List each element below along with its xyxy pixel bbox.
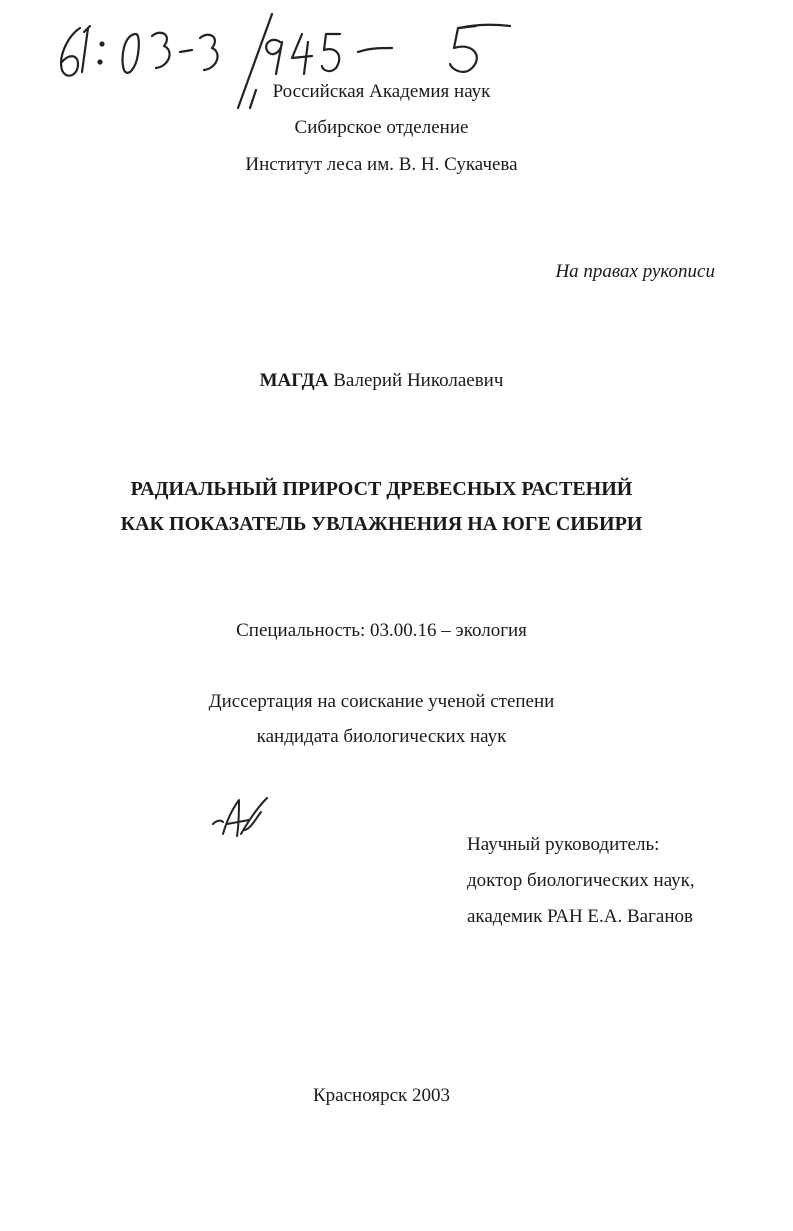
supervisor-degree: доктор биологических наук, xyxy=(467,870,695,891)
specialty: Специальность: 03.00.16 – экология xyxy=(236,620,527,641)
organization-name: Российская Академия наук xyxy=(272,81,491,102)
author-line xyxy=(0,369,763,393)
institute-name: Институт леса им. В. Н. Сукачева xyxy=(245,154,518,175)
dissertation-line-1: Диссертация на соискание ученой степени xyxy=(208,691,555,712)
thesis-title-line-2: КАК ПОКАЗАТЕЛЬ УВЛАЖНЕНИЯ НА ЮГЕ СИБИРИ xyxy=(120,513,643,535)
supervisor-heading: Научный руководитель: xyxy=(467,834,660,855)
rights-note: На правах рукописи xyxy=(555,261,715,282)
signature-mark xyxy=(205,790,275,842)
author-surname: МАГДА xyxy=(259,370,329,391)
supervisor-block xyxy=(467,833,695,941)
city-year: Красноярск 2003 xyxy=(313,1085,450,1106)
dissertation-line-2: кандидата биологических наук xyxy=(256,726,507,747)
thesis-title-line-1: РАДИАЛЬНЫЙ ПРИРОСТ ДРЕВЕСНЫХ РАСТЕНИЙ xyxy=(130,478,633,500)
author-given-names: Валерий Николаевич xyxy=(333,370,504,391)
division-name: Сибирское отделение xyxy=(294,117,469,138)
supervisor-name: академик РАН Е.А. Ваганов xyxy=(467,906,693,927)
